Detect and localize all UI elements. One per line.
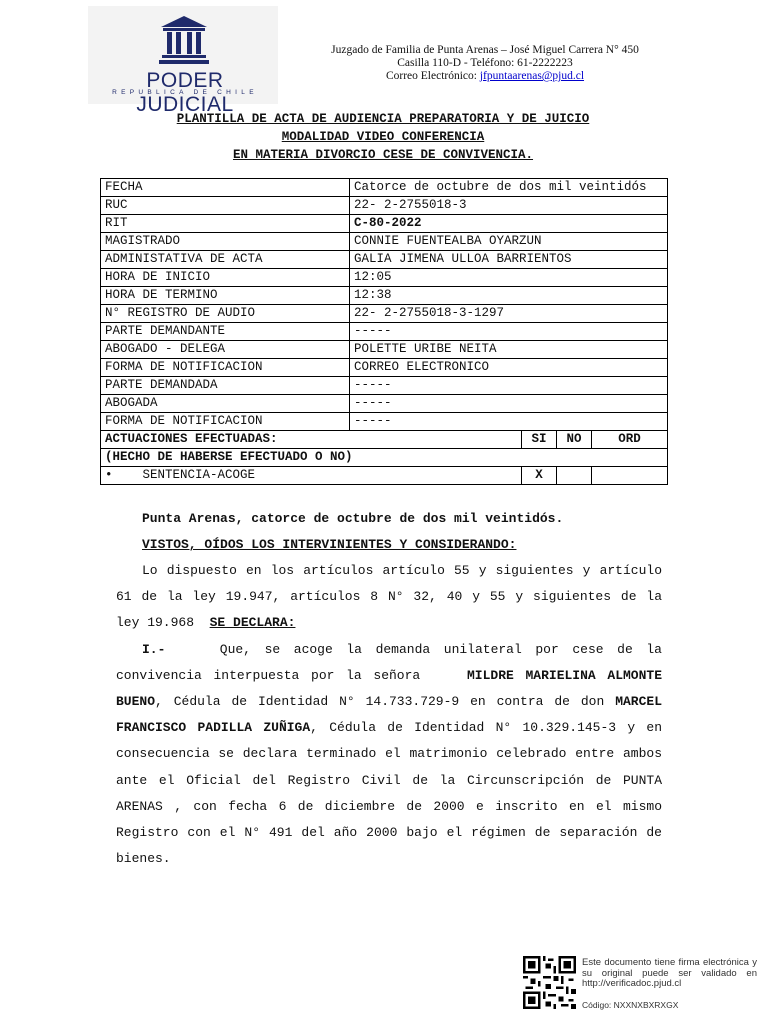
- actions-header: ACTUACIONES EFECTUADAS:: [101, 431, 522, 449]
- defendant-name: MARCEL FRANCISCO PADILLA ZUÑIGA: [116, 694, 662, 736]
- action-ord-mark: [592, 467, 668, 485]
- col-ord-header: ORD: [592, 431, 668, 449]
- table-row: [101, 197, 668, 215]
- row-label: ABOGADO - DELEGA: [101, 341, 350, 359]
- court-email-line: [300, 70, 670, 83]
- qr-code-icon: [523, 956, 576, 1009]
- row-value: CONNIE FUENTEALBA OYARZUN: [350, 233, 668, 251]
- col-si-header: SI: [522, 431, 557, 449]
- row-value: C-80-2022: [350, 215, 668, 233]
- org-name: PODER JUDICIAL: [136, 69, 234, 116]
- ruling-text-c: , Cédula de Identidad N° 10.329.145-3 y en consecuencia se declara terminado el matrimonio celebrado entre ambos ante el Oficial del Registro Civil de la Circunscripción de PUNTA ARENAS , con fecha 6 de diciembre de 2000 e inscrito en el mismo Registro con el N° 491 del año 2000 bajo el régimen de separación de bienes.: [116, 720, 663, 867]
- row-label: FECHA: [101, 179, 350, 197]
- ruling-text-b: , Cédula de Identidad N° 14.733.729-9 en contra de don: [155, 694, 616, 710]
- row-label: FORMA DE NOTIFICACION: [101, 359, 350, 377]
- row-value: GALIA JIMENA ULLOA BARRIENTOS: [350, 251, 668, 269]
- table-row: [101, 395, 668, 413]
- paragraph-ruling: [116, 637, 662, 873]
- action-no-mark: [557, 467, 592, 485]
- action-si-mark: X: [522, 467, 557, 485]
- row-value: 12:38: [350, 287, 668, 305]
- resolution-body: [116, 558, 662, 872]
- row-label: PARTE DEMANDADA: [101, 377, 350, 395]
- row-value: -----: [350, 323, 668, 341]
- title-line-2: MODALIDAD VIDEO CONFERENCIA: [281, 130, 485, 144]
- row-label: RUC: [101, 197, 350, 215]
- table-row: [101, 215, 668, 233]
- actions-header-row: [101, 431, 668, 449]
- courthouse-icon: [157, 14, 211, 66]
- court-info: [300, 44, 670, 83]
- row-label: RIT: [101, 215, 350, 233]
- row-value: POLETTE URIBE NEITA: [350, 341, 668, 359]
- place-date: Punta Arenas, catorce de octubre de dos mil veintidós.: [142, 511, 564, 526]
- row-label: PARTE DEMANDANTE: [101, 323, 350, 341]
- table-row: [101, 377, 668, 395]
- ruling-text-a: Que, se acoge la demanda unilateral por cese de la convivencia interpuesta por la señora: [116, 641, 662, 683]
- action-row: [101, 467, 668, 485]
- court-phone: Casilla 110-D - Teléfono: 61-2222223: [397, 57, 573, 69]
- row-label: HORA DE TERMINO: [101, 287, 350, 305]
- actions-note: (HECHO DE HABERSE EFECTUADO O NO): [101, 449, 668, 467]
- table-row: [101, 323, 668, 341]
- vistos-heading: VISTOS, OÍDOS LOS INTERVINIENTES Y CONSIDERANDO:: [142, 537, 517, 552]
- table-row: [101, 287, 668, 305]
- row-label: HORA DE INICIO: [101, 269, 350, 287]
- legal-basis-text: Lo dispuesto en los artículos artículo 55 y siguientes y artículo 61 de la ley 19.947, artículos 8 N° 32, 40 y 55 y siguientes de la ley 19.968: [116, 563, 662, 631]
- bullet: •: [105, 468, 113, 482]
- hearing-info-table: [100, 178, 668, 485]
- row-value: -----: [350, 395, 668, 413]
- table-row: [101, 413, 668, 431]
- court-email-label: Correo Electrónico:: [385, 70, 477, 82]
- title-line-3: EN MATERIA DIVORCIO CESE DE CONVIVENCIA.: [232, 148, 534, 162]
- table-row: [101, 269, 668, 287]
- action-item: SENTENCIA-ACOGE: [142, 468, 256, 482]
- se-declara: SE DECLARA:: [209, 615, 296, 631]
- esign-notice: Este documento tiene firma electrónica y su original puede ser validado en http://verificadoc.pjud.cl: [582, 957, 757, 989]
- table-row: [101, 233, 668, 251]
- row-value: -----: [350, 377, 668, 395]
- actions-note-row: [101, 449, 668, 467]
- row-value: Catorce de octubre de dos mil veintidós: [350, 179, 668, 197]
- org-subtitle: REPUBLICA DE CHILE: [112, 89, 258, 96]
- document-title: [100, 110, 666, 164]
- plaintiff-name: MILDRE MARIELINA ALMONTE BUENO: [116, 667, 662, 710]
- row-value: 22- 2-2755018-3: [350, 197, 668, 215]
- table-row: [101, 305, 668, 323]
- table-row: [101, 179, 668, 197]
- row-label: ADMINISTATIVA DE ACTA: [101, 251, 350, 269]
- verification-code: Código: NXXNXBXRXGX: [582, 1000, 679, 1010]
- court-email-link[interactable]: jfpuntaarenas@pjud.cl: [479, 70, 585, 82]
- row-label: N° REGISTRO DE AUDIO: [101, 305, 350, 323]
- title-line-1: PLANTILLA DE ACTA DE AUDIENCIA PREPARATORIA Y DE JUICIO: [176, 112, 590, 126]
- row-value: -----: [350, 413, 668, 431]
- row-label: ABOGADA: [101, 395, 350, 413]
- action-item-cell: [101, 467, 522, 485]
- paragraph-legal-basis: [116, 558, 662, 637]
- table-row: [101, 359, 668, 377]
- row-label: FORMA DE NOTIFICACION: [101, 413, 350, 431]
- row-value: 22- 2-2755018-3-1297: [350, 305, 668, 323]
- table-row: [101, 251, 668, 269]
- ruling-number: I.-: [142, 641, 166, 657]
- court-address: Juzgado de Familia de Punta Arenas – José Miguel Carrera N° 450: [331, 44, 639, 56]
- row-value: CORREO ELECTRONICO: [350, 359, 668, 377]
- col-no-header: NO: [557, 431, 592, 449]
- row-label: MAGISTRADO: [101, 233, 350, 251]
- table-row: [101, 341, 668, 359]
- row-value: 12:05: [350, 269, 668, 287]
